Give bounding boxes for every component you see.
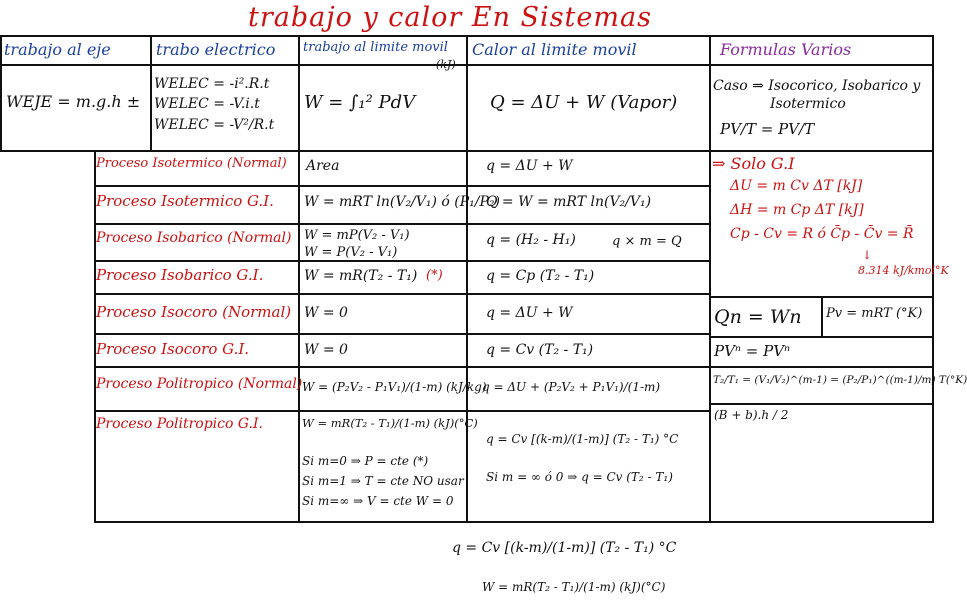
formula-trapezoid: (B + b).h / 2 (714, 408, 789, 422)
process-heat-2: Si m = ∞ ó 0 ⇒ q = Cv (T₂ - T₁) (486, 470, 673, 484)
process-heat: q = Cv (T₂ - T₁) (486, 342, 594, 358)
calor-limite-formula: Q = ΔU + W (Vapor) (490, 92, 678, 113)
process-work: W = 0 (304, 305, 348, 321)
formulas-caso-1: Caso ⇒ Isocorico, Isobarico y (713, 78, 921, 94)
process-work: Area (306, 158, 340, 174)
work-elec-formula-1: WELEC = -i².R.t (154, 76, 270, 92)
process-name: Proceso Isocoro (Normal) (96, 303, 292, 321)
process-heat: q = ΔU + W (486, 158, 573, 174)
bottom-work-formula: W = mR(T₂ - T₁)/(1-m) (kJ)(°C) (482, 580, 666, 594)
process-work-2: W = P(V₂ - V₁) (304, 245, 398, 260)
process-name: Proceso Politropico G.I. (96, 416, 263, 432)
process-heat: q = Cp (T₂ - T₁) (486, 268, 595, 284)
process-heat: q = Cv [(k-m)/(1-m)] (T₂ - T₁) °C (486, 432, 679, 446)
header-limite: trabajo al limite movil (303, 40, 448, 55)
process-heat: Q = W = mRT ln(V₂/V₁) (486, 194, 652, 210)
page-title: trabajo y calor En Sistemas (248, 2, 652, 33)
process-name: Proceso Isotermico (Normal) (96, 156, 287, 171)
process-name: Proceso Politropico (Normal) (96, 376, 303, 392)
process-name: Proceso Isotermico G.I. (96, 192, 274, 210)
process-name: Proceso Isobarico (Normal) (96, 230, 292, 246)
formulas-caso-3: PV/T = PV/T (720, 120, 815, 138)
process-work-3: Si m=1 ⇒ T = cte NO usar (302, 474, 464, 488)
work-limite-formula: W = ∫₁² PdV (304, 92, 416, 113)
bottom-heat-formula: q = Cv [(k-m)/(1-m)] (T₂ - T₁) °C (452, 540, 677, 556)
process-heat: q = ΔU + (P₂V₂ + P₁V₁)/(1-m) (482, 380, 661, 394)
header-limite-unit: (kJ) (436, 58, 456, 71)
formula-temp-ratio: T₂/T₁ = (V₁/V₂)^(m-1) = (P₂/P₁)^((m-1)/m) T(°K) (713, 374, 967, 386)
gi-box-line: Cp - Cv = R ó C̄p - C̄v = R̄ (730, 226, 914, 242)
formula-pv-mrt: Pv = mRT (°K) (826, 306, 923, 321)
gi-box-line: ΔH = m Cp ΔT [kJ] (730, 202, 864, 218)
header-eje: trabajo al eje (4, 40, 111, 59)
work-eje-formula: WEJE = m.g.h ± (6, 92, 141, 111)
process-name: Proceso Isocoro G.I. (96, 340, 250, 358)
process-heat: q = ΔU + W (486, 305, 573, 321)
header-formulas: Formulas Varios (720, 40, 852, 59)
work-elec-formula-2: WELEC = -V.i.t (154, 96, 260, 112)
process-work: W = mRT ln(V₂/V₁) ó (P₁/P₂) (304, 194, 500, 210)
process-work: W = mR(T₂ - T₁)/(1-m) (kJ)(°C) (302, 416, 478, 430)
header-calor: Calor al limite movil (472, 40, 637, 59)
process-work: W = mP(V₂ - V₁) (304, 228, 410, 243)
process-work-2: Si m=0 ⇒ P = cte (*) (302, 454, 429, 468)
gi-box-line: ΔU = m Cv ΔT [kJ] (730, 178, 863, 194)
process-work: W = (P₂V₂ - P₁V₁)/(1-m) (kJ/kg) (302, 380, 487, 394)
gi-box-line: 8.314 kJ/kmol°K (858, 264, 949, 277)
arrow-down-icon: ↓ (862, 248, 873, 262)
process-name: Proceso Isobarico G.I. (96, 266, 264, 284)
process-work: W = 0 (304, 342, 348, 358)
process-heat: q = (H₂ - H₁) (486, 232, 576, 248)
formula-pvn: PVⁿ = PVⁿ (714, 342, 791, 360)
process-work: W = mR(T₂ - T₁) (304, 268, 418, 284)
header-electrico: trabo electrico (156, 40, 276, 59)
formula-qn-wn: Qn = Wn (714, 306, 802, 328)
process-work-4: Si m=∞ ⇒ V = cte W = 0 (302, 494, 454, 508)
formulas-caso-2: Isotermico (770, 96, 846, 112)
process-heat-2: q × m = Q (612, 234, 682, 249)
process-mark: (*) (426, 268, 443, 283)
gi-box-title: ⇒ Solo G.I (712, 154, 795, 173)
work-elec-formula-3: WELEC = -V²/R.t (154, 117, 275, 133)
